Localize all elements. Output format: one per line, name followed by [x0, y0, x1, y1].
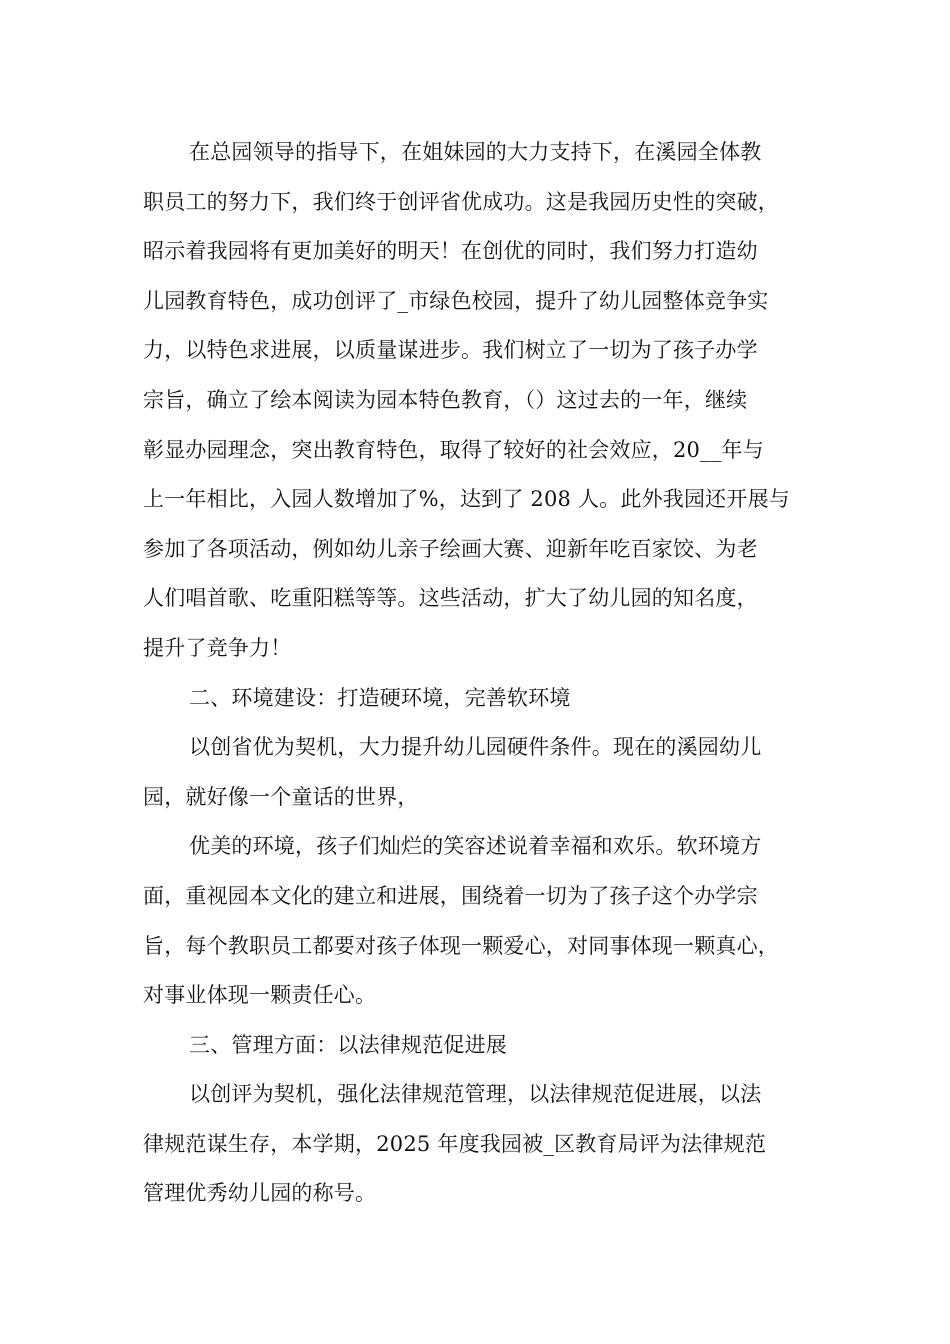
- paragraph-line: 优美的环境，孩子们灿烂的笑容述说着幸福和欢乐。软环境方: [189, 834, 762, 859]
- paragraph-line: 提升了竞争力！: [143, 635, 292, 660]
- paragraph-line: 人们唱首歌、吃重阳糕等等。这些活动，扩大了幼儿园的知名度，: [143, 586, 758, 611]
- paragraph-line: 对事业体现一颗责任心。: [143, 983, 377, 1008]
- section-heading-management: 三、管理方面：以法律规范促进展: [189, 1032, 507, 1057]
- paragraph-line: 参加了各项活动，例如幼儿亲子绘画大赛、迎新年吃百家饺、为老: [143, 536, 758, 561]
- paragraph-line: 旨，每个教职员工都要对孩子体现一颗爱心，对同事体现一颗真心，: [143, 933, 779, 958]
- paragraph-line: 职员工的努力下，我们终于创评省优成功。这是我园历史性的突破，: [143, 189, 779, 214]
- section-heading-environment: 二、环境建设：打造硬环境，完善软环境: [189, 685, 571, 710]
- paragraph-line: 在总园领导的指导下，在姐妹园的大力支持下，在溪园全体教: [189, 140, 762, 164]
- paragraph-line: 宗旨，确立了绘本阅读为园本特色教育，（）这过去的一年，继续: [143, 387, 748, 412]
- paragraph-line: 面，重视园本文化的建立和进展，围绕着一切为了孩子这个办学宗: [143, 883, 758, 908]
- paragraph-line: 园，就好像一个童话的世界，: [143, 784, 419, 809]
- paragraph-line: 上一年相比，入园人数增加了%，达到了 208 人。此外我园还开展与: [143, 487, 790, 512]
- paragraph-line: 以创评为契机，强化法律规范管理，以法律规范促进展，以法: [189, 1082, 762, 1107]
- paragraph-line: 力，以特色求进展，以质量谋进步。我们树立了一切为了孩子办学: [143, 338, 758, 363]
- paragraph-line: 昭示着我园将有更加美好的明天！在创优的同时，我们努力打造幼: [143, 239, 758, 264]
- paragraph-line: 律规范谋生存，本学期，2025 年度我园被_区教育局评为法律规范: [143, 1131, 767, 1156]
- document-body: [143, 128, 813, 1219]
- paragraph-line: 儿园教育特色，成功创评了_市绿色校园，提升了幼儿园整体竞争实: [143, 288, 769, 313]
- paragraph-line: 管理优秀幼儿园的称号。: [143, 1181, 377, 1206]
- paragraph-line: 以创省优为契机，大力提升幼儿园硬件条件。现在的溪园幼儿: [189, 735, 762, 760]
- paragraph-line: 彰显办园理念，突出教育特色，取得了较好的社会效应，20__年与: [143, 437, 764, 462]
